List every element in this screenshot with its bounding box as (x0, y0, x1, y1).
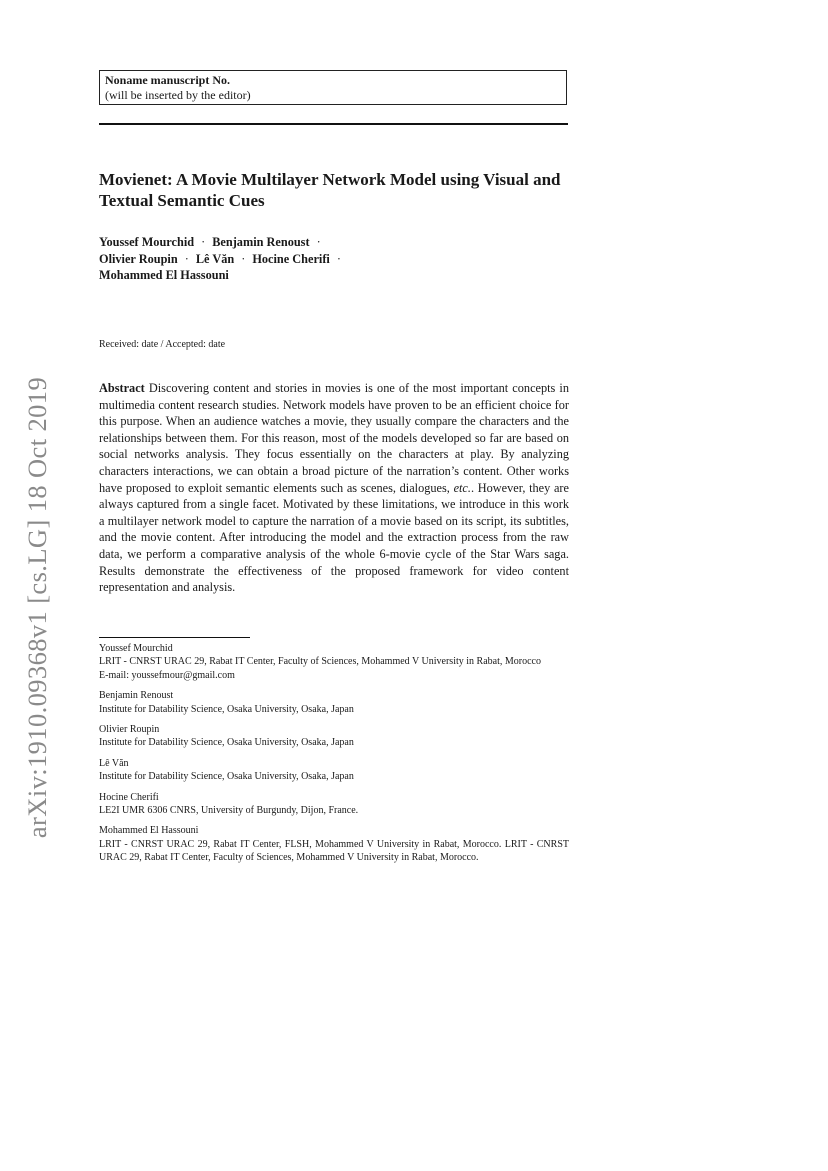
affiliation-email: E-mail: youssefmour@gmail.com (99, 669, 235, 681)
affiliation-institution: LE2I UMR 6306 CNRS, University of Burgundy, Dijon, France. (99, 805, 359, 817)
abstract (99, 380, 569, 596)
arxiv-side-stamp (18, 365, 58, 850)
affiliation-institution: Institute for Datability Science, Osaka University, Osaka, Japan (99, 771, 354, 783)
abstract-text: Discovering content and stories in movies is one of the most important concepts in multimedia content research studies. Network models have proven to be an efficient choice for this purpose. When an audience watches a movie, they usually compare the characters and the relationships between them. For this reason, most of the models developed so far are based on social networks analysis. They focus essentially on the characters at play. By analyzing characters interactions, we can obtain a broad picture of the narration’s content. Other works have proposed to exploit semantic elements such as scenes, dialogues, (99, 381, 569, 495)
affiliation-name: Lê Văn (99, 757, 129, 769)
author-name: Youssef Mourchid (99, 235, 195, 249)
affiliation-institution: LRIT - CNRST URAC 29, Rabat IT Center, FLSH, Mohammed V University in Rabat, Morocco. LRIT - CNRST URAC 29, Rabat IT Center, Faculty of Sciences, Mohammed V University in Rabat, Morocco. (99, 838, 569, 864)
affiliation-name: Olivier Roupin (99, 724, 160, 736)
affiliation-block (99, 824, 569, 864)
footnote-rule (99, 637, 250, 638)
author-line-1 (99, 234, 569, 251)
abstract-text-continued: . However, they are always captured from a single facet. Motivated by these limitations, we introduce in this work a multilayer network model to capture the narration of a movie based on its script, its subtitles, and the movie content. After introducing the model and the extraction process from the raw data, we perform a comparative analysis of the whole 6-movie cycle of the Star Wars saga. Results demonstrate the effectiveness of the proposed framework for video content representation and analysis. (99, 480, 569, 595)
affiliation-name: Benjamin Renoust (99, 690, 174, 702)
manuscript-info-box (99, 70, 567, 105)
author-separator: · (241, 251, 246, 266)
affiliation-name: Youssef Mourchid (99, 643, 173, 654)
received-accepted-dates: Received: date / Accepted: date (99, 339, 226, 350)
author-line-2 (99, 251, 569, 268)
author-list (99, 234, 569, 284)
author-separator: · (316, 235, 321, 249)
affiliation-institution: Institute for Datability Science, Osaka University, Osaka, Japan (99, 737, 354, 749)
header-rule (99, 123, 568, 125)
author-name: Olivier Roupin (99, 251, 178, 266)
author-separator: · (336, 251, 341, 266)
affiliation-name: Hocine Cherifi (99, 791, 159, 803)
affiliation-block (99, 791, 569, 818)
author-name: Hocine Cherifi (252, 251, 330, 266)
manuscript-number-label: Noname manuscript No. (105, 73, 230, 87)
affiliation-institution: Institute for Datability Science, Osaka University, Osaka, Japan (99, 703, 354, 715)
arxiv-identifier: arXiv:1910.09368v1 [cs.LG] 18 Oct 2019 (22, 376, 53, 839)
affiliation-name: Mohammed El Hassouni (99, 825, 199, 837)
abstract-label: Abstract (99, 381, 145, 395)
affiliation-block (99, 757, 569, 784)
affiliation-block (99, 689, 569, 716)
editor-note: (will be inserted by the editor) (105, 88, 251, 102)
affiliation-block (99, 642, 569, 682)
author-separator: · (184, 251, 189, 266)
affiliation-block (99, 723, 569, 750)
affiliations (99, 642, 569, 872)
author-line-3 (99, 267, 569, 284)
author-name: Lê Văn (195, 251, 235, 266)
affiliation-institution: LRIT - CNRST URAC 29, Rabat IT Center, Faculty of Sciences, Mohammed V University in Rabat, Morocco (99, 656, 541, 668)
author-separator: · (201, 235, 206, 249)
author-name: Mohammed El Hassouni (99, 268, 229, 282)
paper-title: Movienet: A Movie Multilayer Network Model using Visual and Textual Semantic Cues (99, 170, 561, 210)
author-name: Benjamin Renoust (212, 235, 310, 249)
abstract-emphasis: etc. (453, 480, 471, 495)
